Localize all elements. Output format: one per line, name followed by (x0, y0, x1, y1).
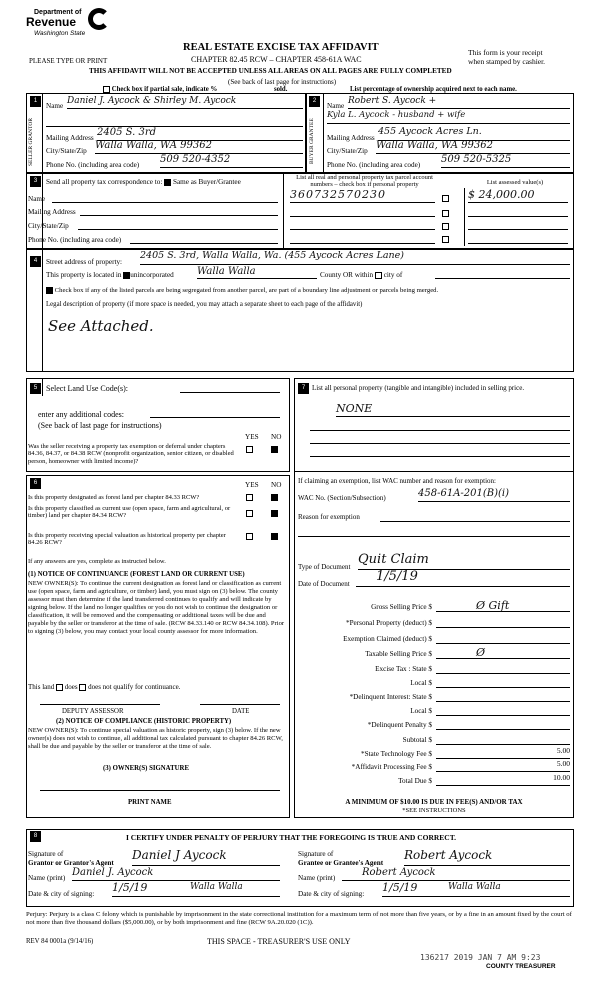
reason-label: Reason for exemption (298, 513, 360, 521)
please-type: PLEASE TYPE OR PRINT (29, 57, 108, 65)
partial-sale: Check box if partial sale, indicate % (103, 86, 217, 94)
seller-label: SELLER GRANTOR (28, 117, 34, 166)
fee-value[interactable] (436, 718, 570, 730)
fee-row (296, 676, 572, 690)
dept-wa: Washington State (34, 30, 86, 37)
seller-name[interactable]: Daniel J. Aycock & Shirley M. Aycock (67, 96, 303, 109)
fee-value[interactable]: 5.00 (436, 747, 570, 759)
send-correspondence: Send all property tax correspondence to: Same as Buyer/Grantee (46, 178, 241, 186)
fee-row (296, 690, 572, 704)
s6-q1-no[interactable] (271, 494, 278, 501)
receipt-2: when stamped by cashier. (468, 57, 546, 66)
fee-row (296, 760, 572, 774)
buyer-name-2[interactable]: Kyla L. Aycock - husband + wife (327, 111, 570, 124)
fee-row (296, 662, 572, 676)
buyer-name-1[interactable]: Robert S. Aycock + (348, 96, 570, 109)
buyer-phone-label: Phone No. (including area code) (327, 161, 421, 169)
fee-value[interactable] (436, 733, 570, 745)
parcel-2-checkbox[interactable] (442, 210, 449, 217)
continuance-title: (1) NOTICE OF CONTINUANCE (FOREST LAND OR CURRENT USE) (28, 571, 245, 578)
this-land-line: This land does does not qualify for continuance. (28, 683, 181, 691)
s5-no-checkbox[interactable] (271, 446, 278, 453)
s6-q2-yes[interactable] (246, 510, 253, 517)
same-as-buyer-checkbox[interactable] (164, 179, 171, 186)
fee-label: *State Technology Fee $ (360, 750, 432, 758)
sold: sold. (274, 86, 288, 93)
buyer-phone[interactable]: 509 520-5325 (441, 154, 570, 168)
owner-signature: (3) OWNER(S) SIGNATURE (103, 765, 189, 772)
fee-row (296, 632, 572, 646)
grantee-city[interactable]: Walla Walla (438, 882, 570, 897)
rev-number: REV 84 0001a (9/14/16) (26, 938, 94, 945)
see-back: (See back of last page for instructions) (228, 78, 337, 86)
fee-value[interactable]: Ø Gift (436, 600, 570, 612)
fee-label: *Affidavit Processing Fee $ (351, 763, 432, 771)
s5-question: Was the seller receiving a property tax exemption or deferral under chapters 84.36, 84.37, or 84.38 RCW (nonprofit organization, senior citizen, or disabled person, homeowner with limited income)? (28, 443, 234, 465)
deputy-assessor: DEPUTY ASSESSOR (62, 708, 124, 715)
assessed-header: List assessed value(s) (486, 179, 544, 186)
see-instructions: *SEE INSTRUCTIONS (402, 807, 466, 814)
fee-value[interactable]: 10.00 (436, 774, 570, 786)
s6-q2-no[interactable] (271, 510, 278, 517)
parcel-1-checkbox[interactable] (442, 195, 449, 202)
fee-value[interactable] (436, 690, 570, 702)
fee-row (296, 600, 572, 614)
s3-mail: Mailing Address (28, 208, 76, 216)
assessed-value[interactable]: $ 24,000.00 (468, 189, 568, 203)
buyer-city[interactable]: Walla Walla, WA 99362 (376, 140, 570, 154)
section-2-num: 2 (309, 96, 320, 107)
grantor-city[interactable]: Walla Walla (172, 882, 280, 897)
section-3-num: 3 (30, 176, 41, 187)
grantor-date[interactable]: 1/5/19 (112, 882, 172, 897)
fee-label: Local $ (410, 679, 432, 687)
fee-row (296, 718, 572, 732)
date-g-lbl: Date & city of signing: (28, 890, 95, 898)
buyer-label: BUYER GRANTEE (309, 118, 315, 165)
parcel-4-checkbox[interactable] (442, 236, 449, 243)
assessor-date: DATE (232, 708, 250, 715)
wac-value[interactable]: 458-61A-201(B)(i) (418, 488, 570, 502)
s6-yes: YES (245, 481, 259, 489)
sig-g-lbl1: Signature of (28, 850, 64, 858)
fee-row (296, 704, 572, 718)
s3-name: Name (28, 195, 46, 203)
section-1-num: 1 (30, 96, 41, 107)
date-e-lbl: Date & city of signing: (298, 890, 365, 898)
legal-description-label: Legal description of property (if more space is needed, you may attach a separate sheet to each page of the affidavit) (46, 301, 363, 308)
sig-e-lbl2: Grantee or Grantee's Agent (298, 859, 384, 867)
s6-q2: Is this property classified as current use (open space, farm and agricultural, or timber) land per chapter 84.34 RCW? (28, 505, 231, 520)
does-checkbox[interactable] (56, 684, 63, 691)
county-or: County OR within city of (320, 271, 403, 279)
fee-label: Local $ (410, 707, 432, 715)
segregated-note: Check box if any of the listed parcels are being segregated from another parcel, are part of a boundary line adjustment or parcels being merged. (46, 287, 438, 295)
fee-row (296, 647, 572, 661)
fee-value[interactable] (436, 662, 570, 674)
section-6-num: 6 (30, 478, 41, 489)
fee-row (296, 733, 572, 747)
doc-date-label: Date of Document (298, 580, 350, 588)
buyer-mail-label: Mailing Address (327, 134, 375, 142)
seller-mail[interactable]: 2405 S. 3rd (97, 127, 303, 141)
dor-logo-icon (88, 8, 110, 30)
certify: I CERTIFY UNDER PENALTY OF PERJURY THAT THE FOREGOING IS TRUE AND CORRECT. (126, 833, 457, 842)
form-title: REAL ESTATE EXCISE TAX AFFIDAVIT (183, 42, 379, 53)
fee-label: Subtotal $ (402, 736, 432, 744)
compliance-title: (2) NOTICE OF COMPLIANCE (HISTORIC PROPERTY) (56, 718, 232, 725)
treasurer-stamp: 136217 2019 JAN 7 AM 9:23 (420, 953, 541, 962)
fee-label: *Delinquent Penalty $ (367, 721, 432, 729)
perjury-text: Perjury: Perjury is a class C felony which is punishable by imprisonment in the state correctional institution for a maximum term of not more than five years, or by a fine in an amount fixed by the court of not more than five thousand dollars ($5,000.00), or by both imprisonment and fine (RCW 9A.20.020 (1C)). (26, 911, 572, 926)
county-treasurer: COUNTY TREASURER (486, 963, 556, 970)
fee-value[interactable]: 5.00 (436, 760, 570, 772)
fee-label: Taxable Selling Price $ (365, 650, 432, 658)
section-7-num: 7 (298, 383, 309, 394)
fee-row (296, 774, 572, 788)
fee-value[interactable] (436, 704, 570, 716)
fee-value[interactable]: Ø (436, 647, 570, 659)
personal-property-value[interactable]: NONE (336, 403, 570, 417)
see-back-5: (See back of last page for instructions) (38, 421, 162, 430)
doc-type[interactable]: Quit Claim (358, 553, 570, 570)
fee-row (296, 616, 572, 630)
fee-label: *Personal Property (deduct) $ (345, 619, 432, 627)
compliance-text: NEW OWNER(S): To continue special valuation as historic property, sign (3) below. If the new owner(s) does not wish to continue, all additional tax calculated pursuant to chapter 84.26 RCW, shall be due and payable by the seller or transferor at the time of sale. (28, 727, 283, 751)
does-not-checkbox[interactable] (79, 684, 86, 691)
s6-q3-yes[interactable] (246, 533, 253, 540)
s5-no: NO (271, 433, 282, 441)
s6-no: NO (271, 481, 282, 489)
s3-phone: Phone No. (including area code) (28, 236, 122, 244)
parcel-number[interactable]: 360732570230 (290, 189, 435, 203)
fee-label: Gross Selling Price $ (371, 603, 432, 611)
s5-yes: YES (245, 433, 259, 441)
seller-phone-label: Phone No. (including area code) (46, 161, 140, 169)
print-name: PRINT NAME (128, 799, 172, 806)
doc-type-label: Type of Document (298, 563, 351, 571)
name-e-lbl: Name (print) (298, 874, 336, 882)
section-5-num: 5 (30, 383, 41, 394)
chapters: CHAPTER 82.45 RCW – CHAPTER 458-61A WAC (191, 55, 362, 64)
s6-q3-no[interactable] (271, 533, 278, 540)
county-value[interactable]: Walla Walla (197, 266, 317, 279)
grantor-signature[interactable]: Daniel J Aycock (132, 849, 280, 866)
seller-mail-label: Mailing Address (46, 134, 94, 142)
buyer-name-label: Name (327, 102, 345, 110)
fee-row (296, 747, 572, 761)
grantee-name[interactable]: Robert Aycock (342, 867, 570, 881)
sig-e-lbl1: Signature of (298, 850, 334, 858)
fee-label: Exemption Claimed (deduct) $ (343, 635, 432, 643)
if-any-yes: If any answers are yes, complete as instructed below. (28, 558, 166, 565)
legal-description[interactable]: See Attached. (48, 317, 154, 335)
dept-revenue: Revenue (26, 15, 77, 29)
located-line: This property is located in unincorporated (46, 271, 174, 279)
wac-label: WAC No. (Section/Subsection) (298, 494, 386, 502)
fee-label: Total Due $ (398, 777, 432, 785)
ownership-note: List percentage of ownership acquired next to each name. (350, 86, 517, 93)
additional-codes: enter any additional codes: (38, 410, 124, 419)
not-accepted: THIS AFFIDAVIT WILL NOT BE ACCEPTED UNLESS ALL AREAS ON ALL PAGES ARE FULLY COMPLETED (89, 67, 452, 75)
sig-g-lbl2: Grantor or Grantor's Agent (28, 859, 114, 867)
land-use-title: Select Land Use Code(s): (46, 384, 128, 393)
dept-of: Department of (34, 9, 82, 16)
doc-date[interactable]: 1/5/19 (356, 570, 570, 587)
personal-property-title: List all personal property (tangible and intangible) included in selling price. (312, 384, 525, 392)
parcel-list-header: List all real and personal property tax parcel account numbers – check box if personal property (296, 174, 433, 189)
s6-q1: Is this property designated as forest land per chapter 84.33 RCW? (28, 494, 200, 501)
min-fee-note: A MINIMUM OF $10.00 IS DUE IN FEE(S) AND/OR TAX (345, 798, 523, 806)
street-address[interactable]: 2405 S. 3rd, Walla Walla, Wa. (455 Aycock Acres Lane) (140, 251, 570, 265)
buyer-city-label: City/State/Zip (327, 147, 368, 155)
seller-name-label: Name (46, 102, 64, 110)
name-g-lbl: Name (print) (28, 874, 66, 882)
s6-q3: Is this property receiving special valuation as historical property per chapter 84.26 RCW? (28, 532, 226, 547)
s3-city: City/State/Zip (28, 222, 69, 230)
buyer-mail[interactable]: 455 Aycock Acres Ln. (378, 127, 570, 141)
within-city-checkbox[interactable] (375, 272, 382, 279)
fee-label: *Delinquent Interest: State $ (349, 693, 432, 701)
segregated-checkbox[interactable] (46, 287, 53, 294)
continuance-text: NEW OWNER(S): To continue the current designation as forest land or classification as current use (open space, farm and agriculture, or timber) land, you must sign on (3) below. The county assessor must then determine if the land transferred continues to qualify and will indicate by signing below. If the land no longer qualifies or you do not wish to continue the designation or classification, it will be removed and the compensating or additional taxes will be due and payable by the seller or transferor at the time of sale. (RCW 84.33.140 or RCW 84.34.108). Prior to signing (3) below, you may contact your local county assessor for more information. (28, 580, 285, 636)
exemption-title: If claiming an exemption, list WAC number and reason for exemption: (298, 477, 496, 485)
fee-label: Excise Tax : State $ (375, 665, 432, 673)
section-8-num: 8 (30, 831, 41, 842)
fee-value[interactable] (436, 616, 570, 628)
treasurer-use: THIS SPACE - TREASURER'S USE ONLY (207, 937, 351, 946)
s6-q1-yes[interactable] (246, 494, 253, 501)
section-4-num: 4 (30, 256, 41, 267)
partial-checkbox[interactable] (103, 86, 110, 93)
seller-city-label: City/State/Zip (46, 147, 87, 155)
fee-value[interactable] (436, 676, 570, 688)
s5-yes-checkbox[interactable] (246, 446, 253, 453)
fee-value[interactable] (436, 632, 570, 644)
parcel-3-checkbox[interactable] (442, 223, 449, 230)
seller-city[interactable]: Walla Walla, WA 99362 (95, 140, 303, 154)
grantee-signature[interactable]: Robert Aycock (404, 849, 570, 866)
street-label: Street address of property: (46, 258, 123, 266)
receipt-1: This form is your receipt (468, 48, 543, 57)
grantee-date[interactable]: 1/5/19 (382, 882, 438, 897)
grantor-name[interactable]: Daniel J. Aycock (72, 867, 280, 881)
seller-phone[interactable]: 509 520-4352 (160, 154, 303, 168)
